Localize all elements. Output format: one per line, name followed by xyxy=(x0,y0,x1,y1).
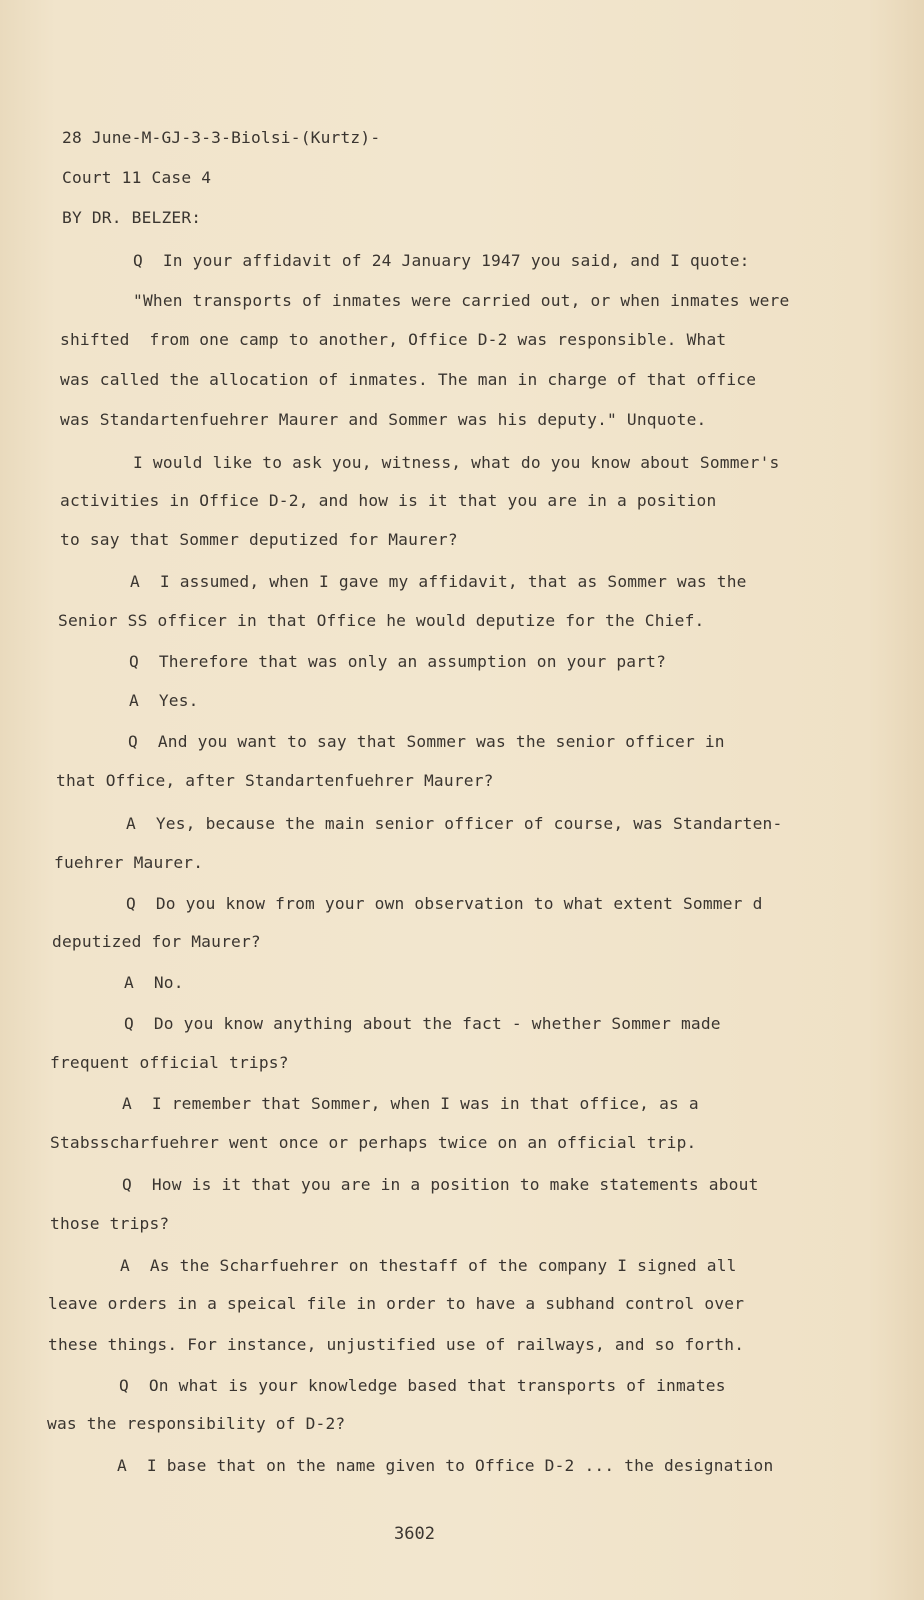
text-line: those trips? xyxy=(50,1214,170,1233)
text-line: fuehrer Maurer. xyxy=(54,853,204,872)
text-line: was the responsibility of D-2? xyxy=(47,1414,346,1433)
page-number: 3602 xyxy=(394,1524,435,1544)
text-line: Senior SS officer in that Office he would deputize for the Chief. xyxy=(58,611,705,630)
text-line: Q And you want to say that Sommer was the senior officer in xyxy=(128,732,725,751)
text-line: activities in Office D-2, and how is it that you are in a position xyxy=(60,491,717,510)
text-line: "When transports of inmates were carried out, or when inmates were xyxy=(133,291,790,310)
text-line: Q How is it that you are in a position to make statements about xyxy=(122,1175,759,1194)
text-line: I would like to ask you, witness, what do you know about Sommer's xyxy=(133,453,780,472)
text-line: A Yes, because the main senior officer of course, was Standarten- xyxy=(126,814,783,833)
text-line: to say that Sommer deputized for Maurer? xyxy=(60,530,458,549)
text-line: these things. For instance, unjustified use of railways, and so forth. xyxy=(48,1335,745,1354)
text-line: was called the allocation of inmates. The man in charge of that office xyxy=(60,370,757,389)
examiner-heading: BY DR. BELZER: xyxy=(62,208,202,227)
text-line: Q In your affidavit of 24 January 1947 you said, and I quote: xyxy=(133,251,750,270)
text-line: A I assumed, when I gave my affidavit, that as Sommer was the xyxy=(130,572,747,591)
text-line: that Office, after Standartenfuehrer Maurer? xyxy=(56,771,494,790)
text-line: Q On what is your knowledge based that transports of inmates xyxy=(119,1376,726,1395)
text-line: Q Do you know from your own observation to what extent Sommer d xyxy=(126,894,763,913)
text-line: Stabsscharfuehrer went once or perhaps twice on an official trip. xyxy=(50,1133,697,1152)
text-line: deputized for Maurer? xyxy=(52,932,261,951)
text-line: A As the Scharfuehrer on thestaff of the company I signed all xyxy=(120,1256,737,1275)
text-line: shifted from one camp to another, Office D-2 was responsible. What xyxy=(60,330,727,349)
header-line-1: 28 June-M-GJ-3-3-Biolsi-(Kurtz)- xyxy=(62,128,381,147)
text-line: A I base that on the name given to Office D-2 ... the designation xyxy=(117,1456,774,1475)
text-line: leave orders in a speical file in order to have a subhand control over xyxy=(48,1294,745,1313)
text-line: A No. xyxy=(124,973,184,992)
text-line: Q Do you know anything about the fact - whether Sommer made xyxy=(124,1014,721,1033)
text-line: was Standartenfuehrer Maurer and Sommer was his deputy." Unquote. xyxy=(60,410,707,429)
text-line: frequent official trips? xyxy=(50,1053,289,1072)
text-line: A Yes. xyxy=(129,691,199,710)
text-line: Q Therefore that was only an assumption on your part? xyxy=(129,652,667,671)
text-line: A I remember that Sommer, when I was in that office, as a xyxy=(122,1094,699,1113)
header-line-2: Court 11 Case 4 xyxy=(62,168,212,187)
